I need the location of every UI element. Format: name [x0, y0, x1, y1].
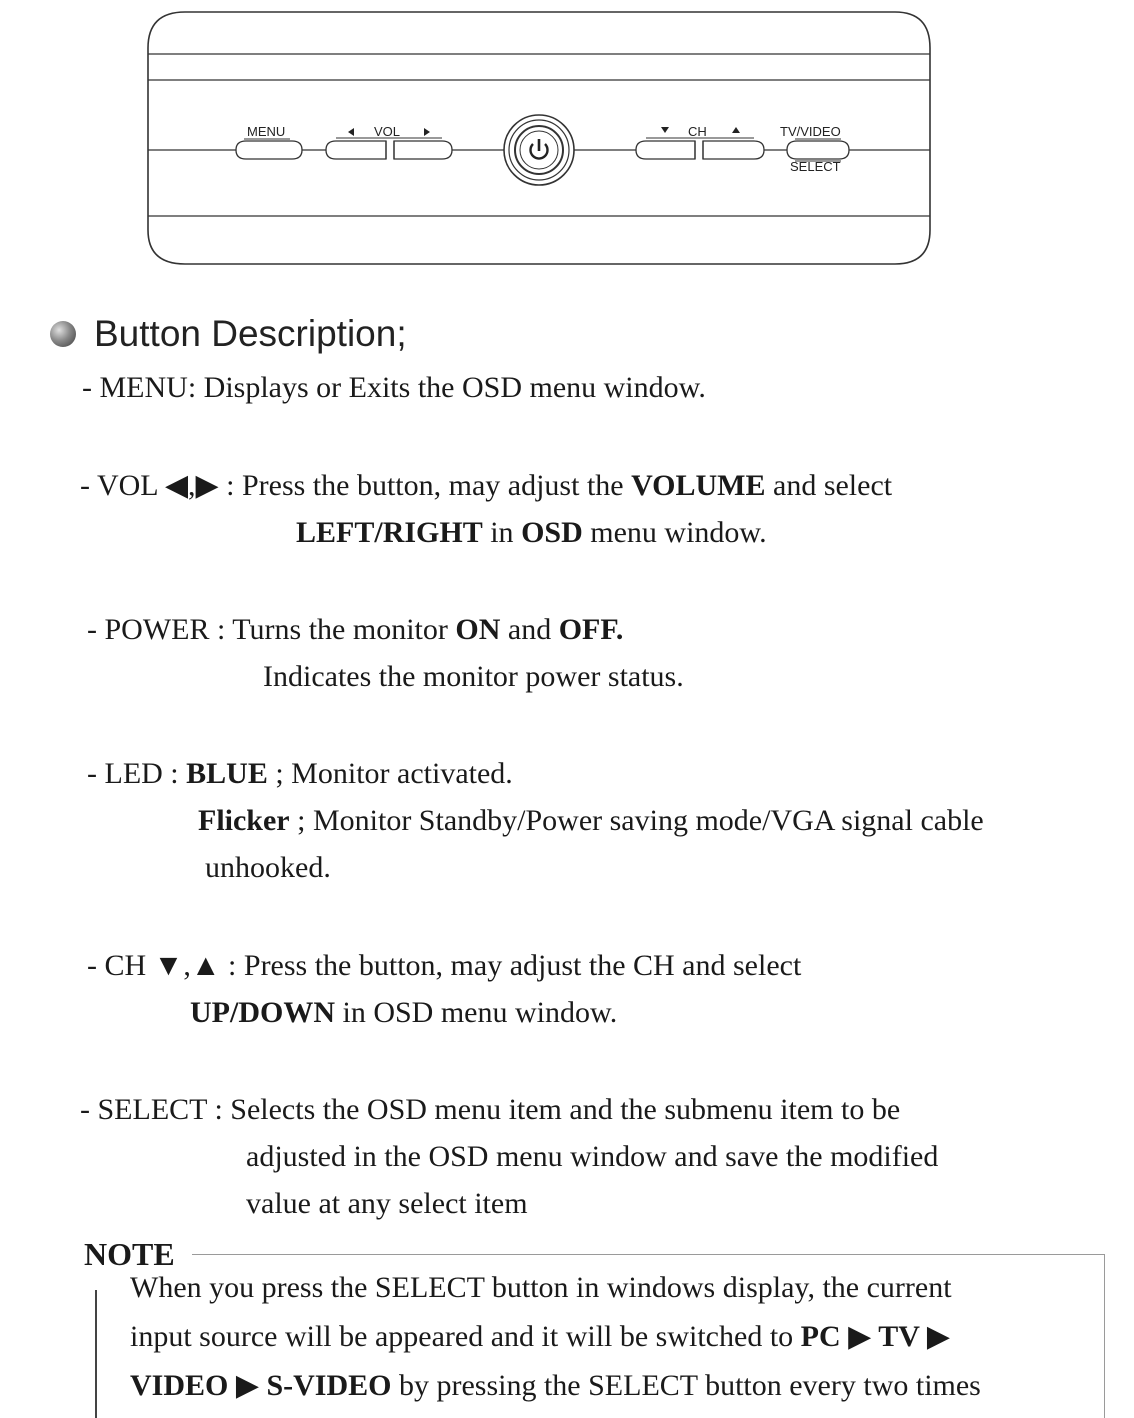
menu-description-text: - MENU: Displays or Exits the OSD menu window.: [82, 371, 706, 404]
note-line1: When you press the SELECT button in windows display, the current: [130, 1271, 952, 1304]
section-heading: [50, 308, 407, 360]
vol-up-button[interactable]: [394, 141, 452, 159]
note-line2: input source will be appeared and it will be switched to PC ▶ TV ▶: [130, 1320, 950, 1353]
power-description-line1: - POWER : Turns the monitor ON and OFF.: [87, 613, 624, 646]
note-border-left: [95, 1290, 97, 1418]
select-label: SELECT: [790, 159, 841, 174]
note-border-right: [1104, 1254, 1105, 1418]
ch-description-line1: - CH ▼,▲ : Press the button, may adjust the CH and select: [87, 949, 802, 982]
ch-up-button[interactable]: [703, 141, 764, 159]
ch-down-button[interactable]: [636, 141, 695, 159]
note-border-top: [192, 1254, 1105, 1255]
heading-title: Button Description;: [94, 313, 407, 354]
vol-description-line1: - VOL ◀,▶ : Press the button, may adjust the VOLUME and select: [80, 469, 893, 502]
note-line3: VIDEO ▶ S-VIDEO by pressing the SELECT button every two times: [130, 1369, 981, 1402]
bullet-ball-icon: [50, 321, 76, 347]
note-title: NOTE: [84, 1234, 181, 1274]
menu-button[interactable]: [236, 139, 302, 159]
tv-video-label: TV/VIDEO: [780, 124, 841, 139]
ch-description-line2: UP/DOWN in OSD menu window.: [190, 996, 618, 1029]
vol-right-arrow-icon: [424, 128, 430, 136]
menu-button-label: MENU: [247, 124, 286, 139]
tv-video-select-button[interactable]: [787, 139, 849, 161]
vol-left-arrow-icon: [348, 128, 354, 136]
led-description-line1: - LED : BLUE ; Monitor activated.: [87, 757, 513, 790]
front-panel-diagram: [0, 0, 1134, 280]
led-description-line3: unhooked.: [205, 851, 331, 884]
select-description-line3: value at any select item: [246, 1187, 528, 1220]
ch-label: CH: [688, 124, 707, 139]
select-description-line2: adjusted in the OSD menu window and save the modified: [246, 1140, 939, 1173]
vol-description-line2: LEFT/RIGHT in OSD menu window.: [296, 516, 767, 549]
led-description-line2: Flicker ; Monitor Standby/Power saving mode/VGA signal cable: [198, 804, 984, 837]
power-button[interactable]: [504, 115, 574, 185]
power-description-line2: Indicates the monitor power status.: [263, 660, 684, 693]
menu-description: [82, 368, 706, 408]
vol-label: VOL: [374, 124, 401, 139]
ch-down-arrow-icon: [661, 127, 669, 133]
ch-up-arrow-icon: [732, 127, 740, 133]
vol-down-button[interactable]: [326, 141, 386, 159]
select-description-line1: - SELECT : Selects the OSD menu item and the submenu item to be: [80, 1093, 901, 1126]
